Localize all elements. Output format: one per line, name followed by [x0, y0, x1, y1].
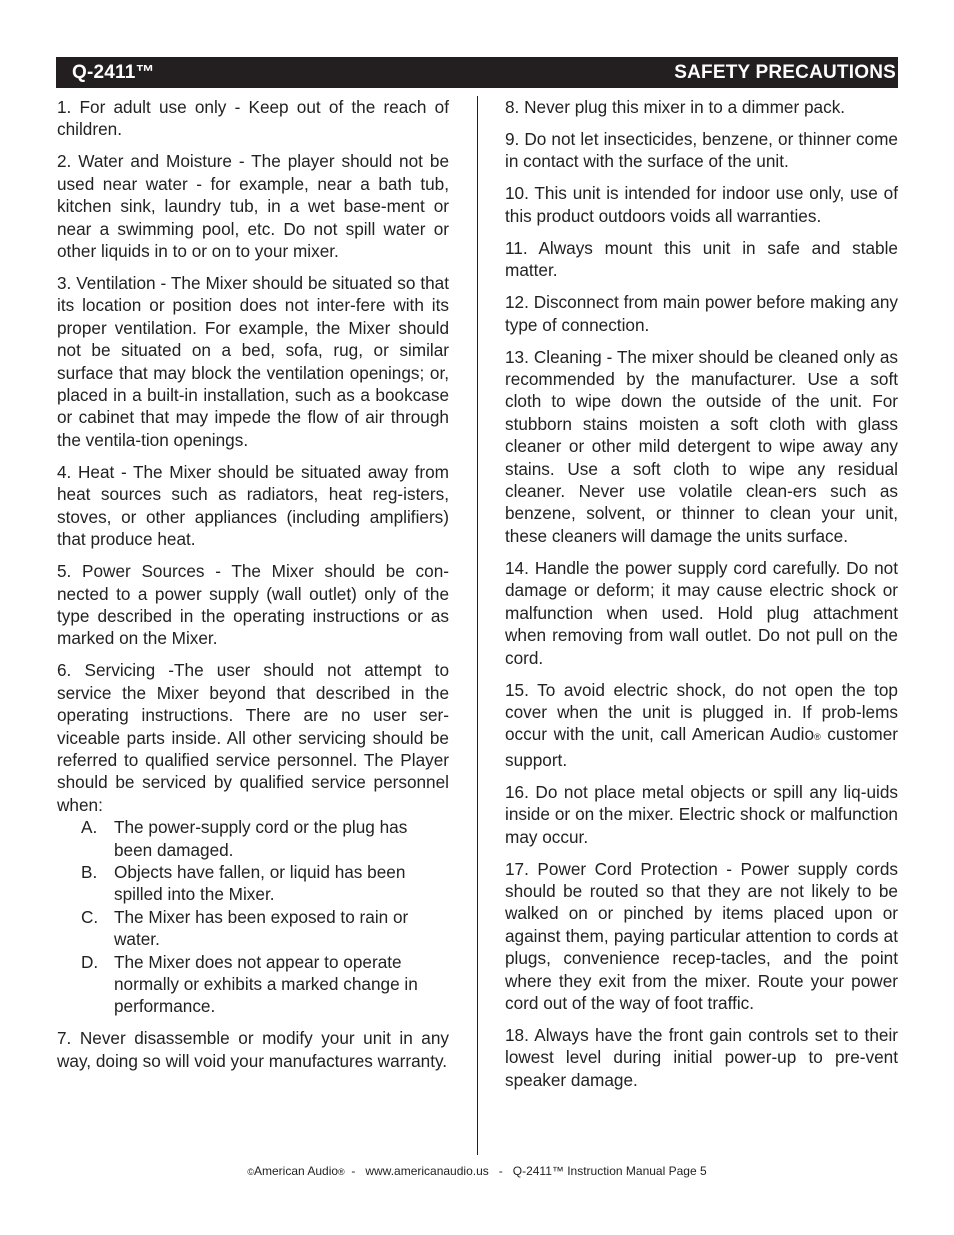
- safety-item-18: 18. Always have the front gain controls set to their lowest level during initial power-up to pre-vent speaker damage.: [505, 1024, 898, 1090]
- column-divider: [477, 96, 478, 1155]
- servicing-condition-b: [57, 861, 449, 906]
- registered-mark: ®: [338, 1167, 345, 1177]
- safety-item-6: [57, 659, 449, 1018]
- section-title: SAFETY PRECAUTIONS: [674, 61, 896, 83]
- safety-item-4: 4. Heat - The Mixer should be situated away from heat sources such as radiators, heat reg-isters, stoves, or other appliances (including amplifiers) that produce heat.: [57, 461, 449, 550]
- safety-item-14: 14. Handle the power supply cord carefully. Do not damage or deform; it may cause electric shock or malfunction when used. Hold plug attachment when removing from wall outlet. Do not pull on the cord.: [505, 557, 898, 668]
- safety-item-11: 11. Always mount this unit in safe and stable matter.: [505, 237, 898, 281]
- condition-text: The power-supply cord or the plug has been damaged.: [114, 817, 408, 860]
- page-footer: [0, 1164, 954, 1178]
- copyright-mark: ©: [247, 1167, 254, 1177]
- condition-text: Objects have fallen, or liquid has been spilled into the Mixer.: [114, 861, 406, 905]
- servicing-intro: 6. Servicing -The user should not attempt to service the Mixer beyond that described in the operating instructions. There are no user ser-viceable parts inside. All other servicing should be referred to qualified service personnel. The Player should be serviced by qualified service personnel when:: [57, 660, 449, 815]
- safety-item-9: 9. Do not let insecticides, benzene, or thinner come in contact with the surface of the unit.: [505, 129, 898, 172]
- condition-text: The Mixer has been exposed to rain or water.: [114, 906, 409, 950]
- right-column: [505, 96, 898, 1101]
- registered-mark: ®: [814, 732, 821, 743]
- safety-item-3: 3. Ventilation - The Mixer should be situated so that its location or position does not inter-fere with its proper ventilation. For example, the Mixer should not be situated on a bed, sofa, rug, or similar surface that may block the ventilation openings; or, placed in a built-in installation, such as a bookcase or cabinet that may impede the flow of air through the ventila-tion openings.: [57, 273, 449, 450]
- left-column: [57, 96, 449, 1082]
- safety-item-2: 2. Water and Moisture - The player should not be used near water - for example, near a bath tub, kitchen sink, laundry tub, in a wet base-ment or near a swimming pool, etc. Do not spill water or other liquids in to or on to your mixer.: [57, 151, 449, 262]
- condition-letter: A.: [81, 817, 98, 838]
- footer-text: - www.americanaudio.us - Q-2411™ Instruction Manual Page 5: [344, 1164, 707, 1178]
- servicing-condition-a: [57, 816, 449, 861]
- item-15-text: 15. To avoid electric shock, do not open the top cover when the unit is plugged in. If prob-lems occur with the unit, call American Audio: [505, 679, 898, 745]
- condition-letter: B.: [81, 861, 98, 882]
- condition-text: The Mixer does not appear to operate normally or exhibits a marked change in performance.: [114, 951, 418, 1017]
- servicing-conditions-list: [57, 816, 449, 1018]
- servicing-condition-c: [57, 906, 449, 951]
- safety-item-1: 1. For adult use only - Keep out of the reach of children.: [57, 97, 449, 140]
- condition-letter: D.: [81, 951, 99, 972]
- safety-item-12: 12. Disconnect from main power before making any type of connection.: [505, 292, 898, 335]
- safety-item-8: 8. Never plug this mixer in to a dimmer pack.: [505, 97, 846, 117]
- safety-item-15: [505, 679, 898, 772]
- servicing-condition-d: [57, 951, 449, 1018]
- model-name: Q-2411™: [72, 61, 155, 83]
- footer-brand: American Audio: [254, 1164, 339, 1178]
- safety-item-17: 17. Power Cord Protection - Power supply cords should be routed so that they are not likely to be walked on or pinched by items placed upon or against them, paying particular attention to cords at plugs, convenience recep-tacles, and the point where they exit from the mixer. Route your power cord out of the way of foot traffic.: [505, 858, 898, 1013]
- safety-item-13: 13. Cleaning - The mixer should be cleaned only as recommended by the manufacturer. Use a soft cloth to wipe down the outside of the unit. For stubborn stains moisten a soft cloth with glass cleaner or other mild detergent to wipe away any stains. Use a soft cloth to wipe any residual cleaner. Never use volatile clean-ers such as benzene, solvent, or thinner to clean your unit, these cleaners will damage the units surface.: [505, 346, 898, 546]
- safety-item-16: 16. Do not place metal objects or spill any liq-uids inside or on the mixer. Electric shock or malfunction may occur.: [505, 781, 898, 847]
- safety-item-5: 5. Power Sources - The Mixer should be con-nected to a power supply (wall outlet) only of the type described in the operating instructions or as marked on the Mixer.: [57, 561, 449, 649]
- condition-letter: C.: [81, 906, 99, 927]
- item-15-text-end: customer support.: [505, 724, 898, 770]
- safety-item-10: 10. This unit is intended for indoor use only, use of this product outdoors voids all warranties.: [505, 183, 898, 226]
- header-bar: [56, 57, 898, 88]
- safety-item-7: 7. Never disassemble or modify your unit in any way, doing so will void your manufactures warranty.: [57, 1028, 449, 1071]
